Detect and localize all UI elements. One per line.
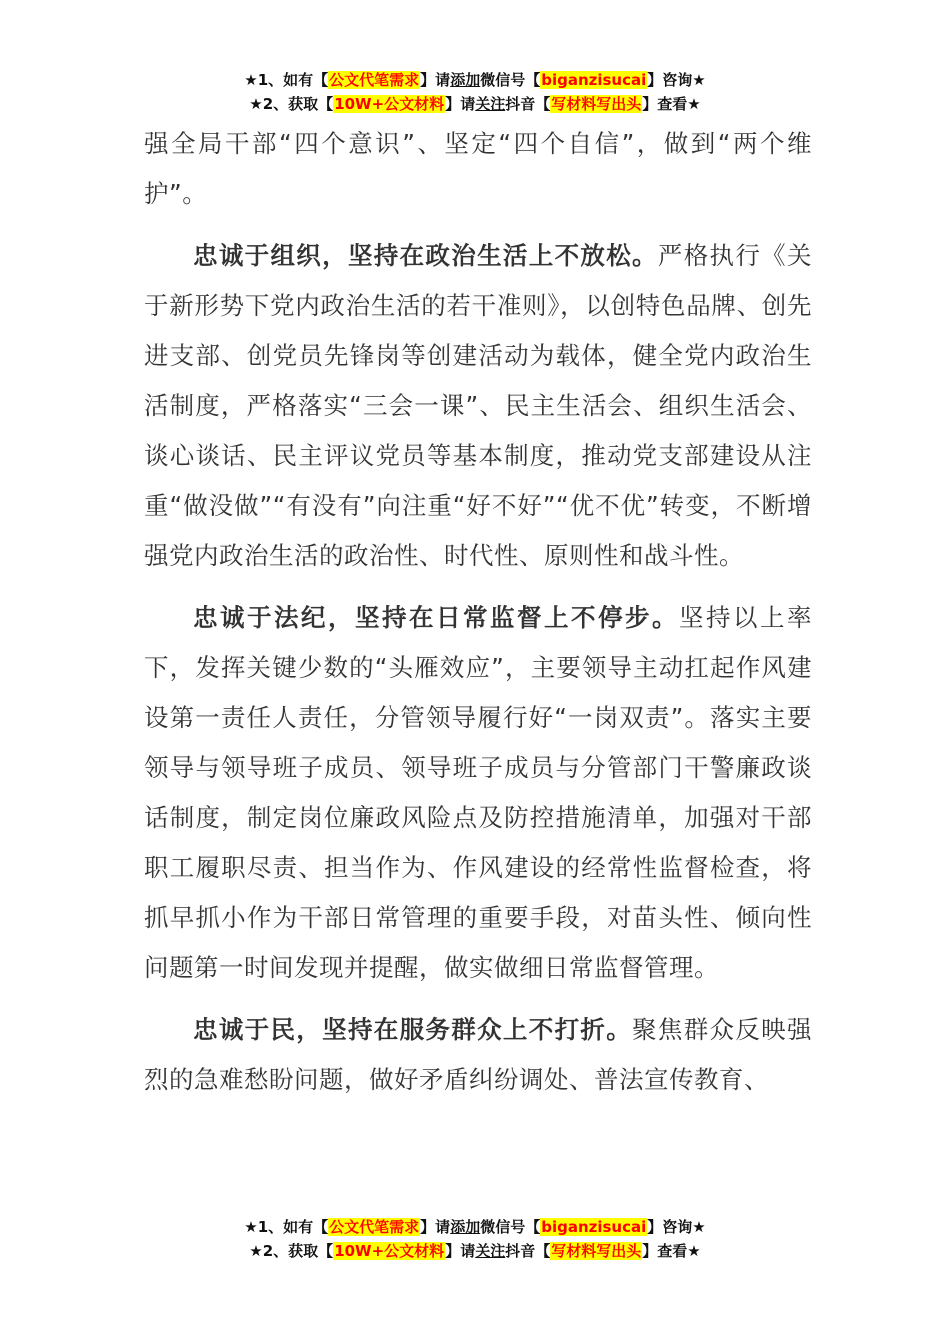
paragraph-lead: 忠诚于民，坚持在服务群众上不打折。	[193, 1015, 633, 1044]
banner-underlined-text: 添加	[450, 71, 481, 89]
footer-banner	[0, 1215, 950, 1263]
paragraph-lead: 忠诚于组织，坚持在政治生活上不放松。	[193, 241, 658, 270]
banner-highlight: 写材料写出头	[551, 1242, 642, 1260]
banner-underlined-text: 关注	[475, 1242, 506, 1260]
banner-line-2: ★2、获取【10W+公文材料】请关注抖音【写材料写出头】查看★	[249, 95, 701, 113]
body-paragraph	[144, 593, 812, 993]
header-banner	[0, 68, 950, 116]
document-body	[144, 119, 812, 1117]
banner-highlight: biganzisucai	[541, 71, 647, 89]
paragraph-text: 聚焦群众反映强烈的急难愁盼问题，做好矛盾纠纷调处、普法宣传教育、	[144, 1015, 813, 1094]
banner-highlight: 公文代笔需求	[329, 71, 420, 89]
continuation-paragraph: 强全局干部“四个意识”、坚定“四个自信”，做到“两个维护”。	[144, 129, 812, 208]
paragraph-text: 严格执行《关于新形势下党内政治生活的若干准则》，以创特色品牌、创先进支部、创党员先锋岗等创建活动为载体，健全党内政治生活制度，严格落实“三会一课”、民主生活会、组织生活会、谈心谈话、民主评议党员等基本制度，推动党支部建设从注重“做没做”“有没有”向注重“好不好”“优不优”转变，不断增强党内政治生活的政治性、时代性、原则性和战斗性。	[144, 241, 813, 570]
banner-highlight: biganzisucai	[541, 1218, 647, 1236]
banner-line-1: ★1、如有【公文代笔需求】请添加微信号【biganzisucai】咨询★	[244, 71, 706, 89]
paragraph-text: 坚持以上率下，发挥关键少数的“头雁效应”，主要领导主动扛起作风建设第一责任人责任，分管领导履行好“一岗双责”。落实主要领导与领导班子成员、领导班子成员与分管部门干警廉政谈话制度，制定岗位廉政风险点及防控措施清单，加强对干部职工履职尽责、担当作为、作风建设的经常性监督检查，将抓早抓小作为干部日常管理的重要手段，对苗头性、倾向性问题第一时间发现并提醒，做实做细日常监督管理。	[144, 603, 812, 982]
banner-highlight: 写材料写出头	[551, 95, 642, 113]
banner-line-2: ★2、获取【10W+公文材料】请关注抖音【写材料写出头】查看★	[249, 1242, 701, 1260]
banner-line-1: ★1、如有【公文代笔需求】请添加微信号【biganzisucai】咨询★	[244, 1218, 706, 1236]
banner-highlight: 公文代笔需求	[329, 1218, 420, 1236]
banner-underlined-text: 添加	[450, 1218, 481, 1236]
body-paragraph	[144, 231, 812, 581]
body-paragraph	[144, 1005, 812, 1105]
banner-underlined-text: 关注	[475, 95, 506, 113]
paragraph-lead: 忠诚于法纪，坚持在日常监督上不停步。	[193, 603, 679, 632]
banner-highlight: 10W+公文材料	[334, 1242, 445, 1260]
banner-highlight: 10W+公文材料	[334, 95, 445, 113]
